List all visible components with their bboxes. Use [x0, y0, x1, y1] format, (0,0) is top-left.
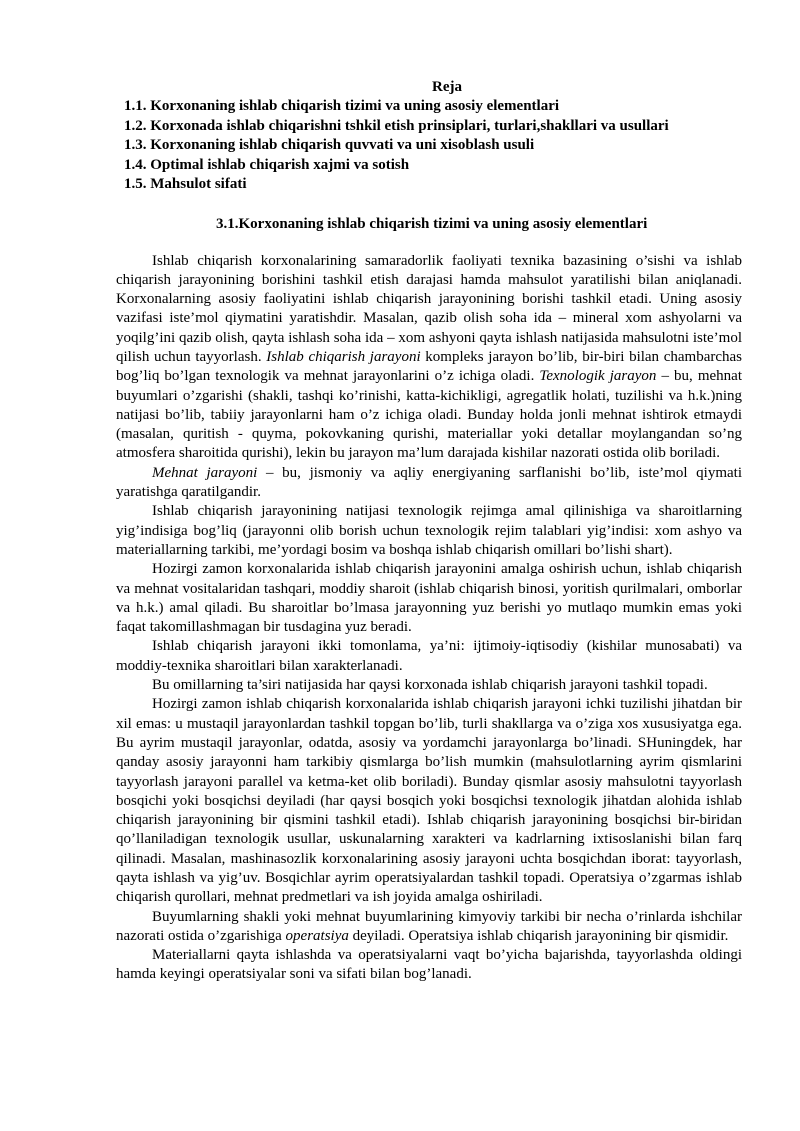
section-heading: 3.1.Korxonaning ishlab chiqarish tizimi va uning asosiy elementlari	[216, 215, 648, 232]
paragraph-1-text-a: Ishlab chiqarish korxonalarining samaradorlik faoliyati texnika bazasining o’sishi va ishlab chiqarish jarayonining borishini tashkil etish darajasi hamda mahsulot yaratilishi bilan aniqlanadi. Korxonalarning asosiy faoliyatini ishlab chiqarish jarayonining borishi tashkil etadi. Uning asosiy vazifasi iste’mol qiymatini yaratishdir. Masalan, qazib olish soha ida – mineral xom ashyolarni va yoqilg’ini qazib olish, qayta ishlash soha ida – xom ashyoni qayta ishlash natijasida mahsulotni iste’mol qilish uchun tayyorlash.	[116, 252, 742, 365]
paragraph-8-text-b: deyiladi. Operatsiya ishlab chiqarish jarayonining bir qismidir.	[348, 927, 729, 944]
paragraph-8-text-a: Buyumlarning shakli yoki mehnat buyumlarining kimyoviy tarkibi bir necha o’rinlarda ishchilar nazorati ostida o’zgarishiga	[116, 908, 742, 944]
paragraph-1-text-c: – bu, mehnat buyumlari o’zgarishi (shakli, tashqi ko’rinishi, katta-kichikligi, agregatlik holati, tuzilishi va h.k.)ning natijasi bo’lib, tabiiy jarayonlarni ham o’z ichiga oladi. Bunday holda jonli mehnat ishtirok etmaydi (masalan, quritish - quyma, pokovkaning qurishi, materiallar yoki detallar moylangandan so’ng atmosfera sharoitida qurishi), lekin bu jarayon ma’lum darajada kishilar nazorati ostida olib boriladi.	[116, 368, 743, 462]
paragraph-5: Ishlab chiqarish jarayoni ikki tomonlama, ya’ni: ijtimoiy-iqtisodiy (kishilar munosabati) va moddiy-texnika sharoitlari bilan xarakterlanadi.	[116, 638, 742, 674]
paragraph-9: Materiallarni qayta ishlashda va operatsiyalarni vaqt bo’yicha bajarishda, tayyorlashda oldingi hamda keyingi operatsiyalar soni va sifati bilan bog’lanadi.	[116, 947, 742, 983]
term-ishlab-chiqarish-jarayoni: Ishlab chiqarish jarayoni	[266, 348, 421, 365]
reja-list	[116, 97, 742, 195]
paragraph-3: Ishlab chiqarish jarayonining natijasi texnologik rejimga amal qilinishiga va sharoitlarning yig’indisiga bog’liq (jarayonni olib borish uchun texnologik rejim talablari yig’indisi: xom ashyo va materiallarning tarkibi, me’yordagi bosim va boshqa ishlab chiqarish omillari bo’lishi shart).	[116, 503, 742, 558]
paragraph-6: Bu omillarning ta’siri natijasida har qaysi korxonada ishlab chiqarish jarayoni tashkil topadi.	[152, 677, 708, 694]
paragraph-4: Hozirgi zamon korxonalarida ishlab chiqarish jarayonini amalga oshirish uchun, ishlab chiqarish va mehnat vositalaridan tashqari, moddiy sharoit (ishlab chiqarish binosi, yoritish qurilmalari, omborlar va h.k.) amal qiladi. Bu sharoitlar bo’lmasa jarayonning yuz berishi yo mutlaqo mumkin emas yoki faqat takomillashmagan bir tusdagina yuz beradi.	[116, 561, 742, 636]
reja-title: Reja	[432, 79, 462, 95]
paragraph-1	[116, 252, 742, 464]
paragraph-2-text: – bu, jismoniy va aqliy energiyaning sarflanishi bo’lib, iste’mol qiymati yaratishga qaratilgandir.	[116, 464, 742, 501]
reja-item-5: 1.5. Mahsulot sifati	[124, 176, 247, 192]
term-mehnat-jarayoni: Mehnat jarayoni	[152, 464, 258, 481]
paragraph-8	[116, 908, 742, 947]
paragraph-7: Hozirgi zamon ishlab chiqarish korxonalarida ishlab chiqarish jarayoni ichki tuzilishi jihatdan bir xil emas: u mustaqil jarayonlardan tashkil topgan bo’lib, turli shakllarga va o’ziga xos xususiyatga ega. Bu ayrim mustaqil jarayonlar, odatda, asosiy va yordamchi jarayonlarga bo’linadi. SHuningdek, har qanday asosiy jarayonni ham tarkibiy qismlarga bo’lish mumkin (mahsulotlarning ayrim qismlarini tayyorlash jarayoni parallel va ketma-ket olib boriladi). Bunday qismlar asosiy mahsulotni tayyorlash bosqichi yoki bosqichsi deyiladi (har qaysi bosqich yoki bosqichsi texnologik jihatdan alohida ishlab chiqarish jarayonining bir qismini tashkil etadi). Ishlab chiqarish jarayonining bosqichsi bir-biridan qo’llaniladigan texnologik usullar, uskunalarning xarakteri va kadrlarning ixtisoslanishi bilan farq qilinadi. Masalan, mashinasozlik korxonalarining asosiy jarayoni uchta bosqichdan iborat: tayyorlash, qayta ishlash va yig’uv. Bosqichlar ayrim operatsiyalardan tashkil topadi. Operatsiya o’zgarmas ishlab chiqarish qurollari, mehnat predmetlari va ish joyida amalga oshiriladi.	[116, 696, 742, 906]
term-operatsiya: operatsiya	[285, 927, 349, 944]
paragraph-1-text-b: kompleks jarayon bo’lib, bir-biri bilan chambarchas bog’liq bo’lgan texnologik va mehnat jarayonlarini o’z ichiga oladi.	[116, 348, 743, 385]
reja-item-1: 1.1. Korxonaning ishlab chiqarish tizimi va uning asosiy elementlari	[124, 98, 560, 114]
reja-item-2: 1.2. Korxonada ishlab chiqarishni tshkil etish prinsiplari, turlari,shakllari va usullari	[124, 117, 669, 134]
document-page	[116, 78, 742, 985]
term-texnologik-jarayon: Texnologik jarayon	[539, 368, 657, 385]
reja-item-4: 1.4. Optimal ishlab chiqarish xajmi va sotish	[124, 156, 410, 173]
paragraph-2	[116, 464, 742, 503]
reja-item-3: 1.3. Korxonaning ishlab chiqarish quvvati va uni xisoblash usuli	[124, 137, 535, 153]
section-body	[116, 252, 742, 985]
